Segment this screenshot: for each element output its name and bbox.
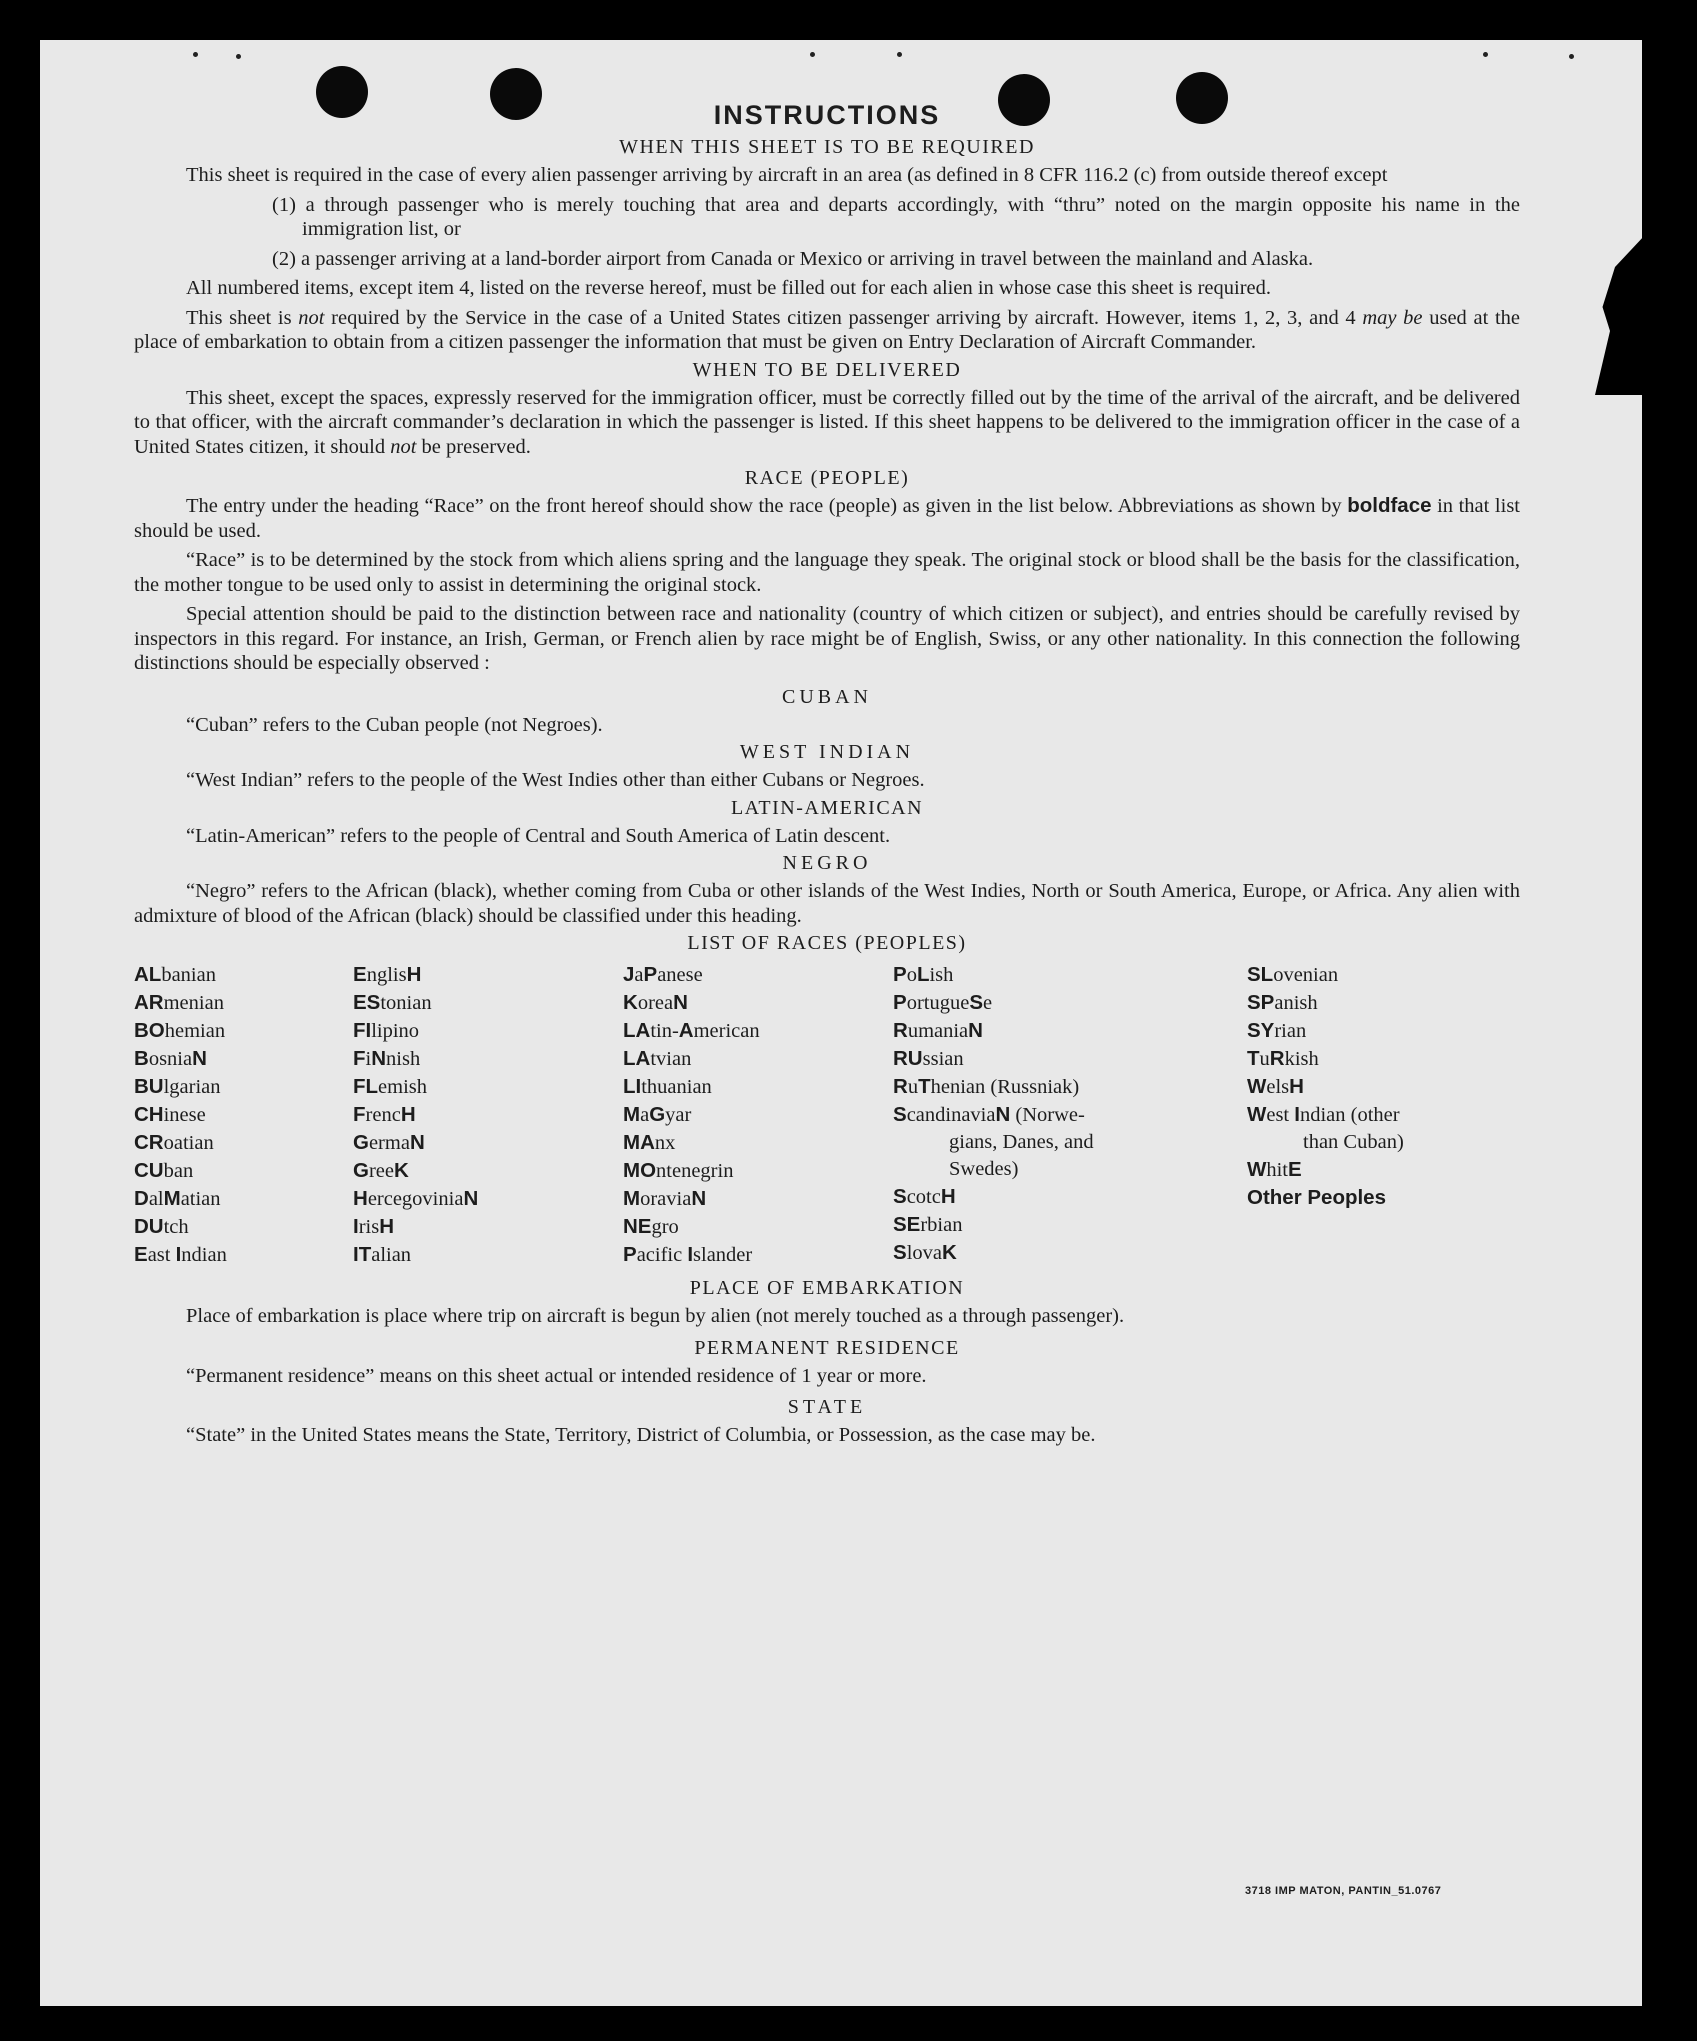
race-entry: BUlgarian xyxy=(134,1075,221,1098)
race-entry: HercegoviniaN xyxy=(353,1187,479,1210)
race-entry: WelsH xyxy=(1247,1075,1304,1098)
race-entry: NEgro xyxy=(623,1215,679,1238)
race-entry: MaGyar xyxy=(623,1103,692,1126)
race-entry: BosniaN xyxy=(134,1047,207,1070)
heading-required: WHEN THIS SHEET IS TO BE REQUIRED xyxy=(619,136,1035,158)
race-entry: than Cuban) xyxy=(1303,1131,1404,1153)
race-entry: ScandinaviaN (Norwe- xyxy=(893,1103,1085,1126)
page-title: INSTRUCTIONS xyxy=(713,100,941,130)
race-entry: SlovaK xyxy=(893,1241,957,1264)
race-entry: EStonian xyxy=(353,991,432,1014)
race-entry: FIlipino xyxy=(353,1019,420,1042)
race-entry: EnglisH xyxy=(353,963,422,986)
race-entry: RumaniaN xyxy=(893,1019,983,1042)
race-entry: GreeK xyxy=(353,1159,409,1182)
paragraph: “Negro” refers to the African (black), whether coming from Cuba or other islands of the West Indies, North or South America, Europe, or Africa. Any alien with admixture of blood of the African (black) should be classified under this heading. xyxy=(134,880,1520,927)
race-entry: SPanish xyxy=(1247,991,1318,1014)
race-entry: LAtin-American xyxy=(623,1019,760,1042)
race-entry: East Indian xyxy=(134,1243,227,1266)
races-column xyxy=(623,961,893,1269)
race-entry: SLovenian xyxy=(1247,963,1339,986)
race-entry: FLemish xyxy=(353,1075,428,1098)
race-entry: RuThenian (Russniak) xyxy=(893,1075,1080,1098)
torn-edge xyxy=(1595,235,1645,395)
race-entry: FrencH xyxy=(353,1103,416,1126)
paragraph: “Cuban” refers to the Cuban people (not Negroes). xyxy=(186,713,603,736)
race-entry: MAnx xyxy=(623,1131,676,1154)
heading-west-indian: WEST INDIAN xyxy=(739,741,915,763)
paragraph: This sheet is required in the case of every alien passenger arriving by aircraft in an area (as defined in 8 CFR 116.2 (c) from outside thereof except xyxy=(186,164,1388,186)
races-list xyxy=(134,961,1520,1269)
heading-embarkation: PLACE OF EMBARKATION xyxy=(689,1277,965,1299)
race-entry: ARmenian xyxy=(134,991,224,1014)
paragraph: This sheet is not required by the Service in the case of a United States citizen passenger arriving by aircraft. However, items 1, 2, 3, and 4 may be used at the place of embarkation to obtain from a citizen passenger the information that must be given on Entry Declaration of Aircraft Commander. xyxy=(134,306,1520,353)
speck xyxy=(236,54,241,59)
paragraph: “Latin-American” refers to the people of Central and South America of Latin descent. xyxy=(186,824,891,847)
paragraph: “Permanent residence” means on this sheet actual or intended residence of 1 year or more. xyxy=(186,1364,927,1387)
paragraph: “Race” is to be determined by the stock from which aliens spring and the language they speak. The original stock or blood shall be the basis for the classification, the mother tongue to be used only to assist in determining the original stock. xyxy=(134,549,1520,596)
paragraph: All numbered items, except item 4, listed on the reverse hereof, must be filled out for each alien in whose case this sheet is required. xyxy=(186,277,1272,299)
race-entry: LAtvian xyxy=(623,1047,692,1070)
races-column xyxy=(353,961,623,1269)
race-entry: Swedes) xyxy=(949,1158,1019,1180)
heading-cuban: CUBAN xyxy=(781,685,872,708)
speck xyxy=(810,52,815,57)
race-entry: Other Peoples xyxy=(1247,1186,1386,1209)
paragraph: Place of embarkation is place where trip on aircraft is begun by alien (not merely touched as a through passenger). xyxy=(186,1305,1125,1327)
list-item: (2) a passenger arriving at a land-border airport from Canada or Mexico or arriving in travel between the mainland and Alaska. xyxy=(272,247,1314,270)
heading-delivered: WHEN TO BE DELIVERED xyxy=(692,358,962,381)
race-entry: CRoatian xyxy=(134,1131,214,1154)
heading-race: RACE (PEOPLE) xyxy=(744,467,910,489)
race-entry: IrisH xyxy=(353,1215,395,1238)
race-entry: ITalian xyxy=(353,1243,412,1266)
instructions-content xyxy=(134,98,1520,1448)
heading-residence: PERMANENT RESIDENCE xyxy=(694,1336,960,1359)
paragraph: “State” in the United States means the State, Territory, District of Columbia, or Possession, as the case may be. xyxy=(186,1424,1096,1446)
race-entry: FiNnish xyxy=(353,1047,421,1070)
race-entry: PoLish xyxy=(893,963,954,986)
race-entry: PortugueSe xyxy=(893,991,993,1014)
race-entry: RUssian xyxy=(893,1047,964,1070)
list-item: (1) a through passenger who is merely touching that area and departs accordingly, with “thru” noted on the margin opposite his name in the immigration list, or xyxy=(272,193,1520,240)
race-entry: DalMatian xyxy=(134,1187,221,1210)
speck xyxy=(1483,52,1488,57)
race-entry: SErbian xyxy=(893,1213,963,1236)
race-entry: Pacific Islander xyxy=(623,1243,753,1266)
heading-latin-american: LATIN-AMERICAN xyxy=(730,796,924,819)
heading-negro: NEGRO xyxy=(782,852,872,874)
race-entry: TuRkish xyxy=(1247,1047,1319,1070)
race-entry: DUtch xyxy=(134,1215,189,1238)
race-entry: ScotcH xyxy=(893,1185,956,1208)
race-entry: CHinese xyxy=(134,1103,206,1126)
race-entry: LIthuanian xyxy=(623,1075,712,1098)
races-column xyxy=(1247,961,1520,1269)
race-entry: KoreaN xyxy=(623,991,688,1014)
paragraph: “West Indian” refers to the people of the West Indies other than either Cubans or Negroes. xyxy=(186,769,925,791)
race-entry: JaPanese xyxy=(623,963,703,986)
race-entry: GermaN xyxy=(353,1131,425,1154)
paragraph: This sheet, except the spaces, expressly reserved for the immigration officer, must be correctly filled out by the time of the arrival of the aircraft, and be delivered to that officer, with the aircraft commander’s declaration in which the passenger is listed. If this sheet happens to be delivered to the immigration officer in the case of a United States citizen, it should not be preserved. xyxy=(134,386,1520,458)
race-entry: SYrian xyxy=(1247,1019,1307,1042)
race-entry: WhitE xyxy=(1247,1158,1302,1181)
speck xyxy=(193,52,198,57)
race-entry: West Indian (other xyxy=(1247,1103,1400,1126)
race-entry: MOntenegrin xyxy=(623,1159,734,1182)
heading-list-of-races: LIST OF RACES (PEOPLES) xyxy=(687,932,967,954)
race-entry: gians, Danes, and xyxy=(949,1131,1094,1153)
speck xyxy=(1569,54,1574,59)
speck xyxy=(897,52,902,57)
races-column xyxy=(134,961,353,1269)
race-entry: BOhemian xyxy=(134,1019,226,1042)
race-entry: MoraviaN xyxy=(623,1187,707,1210)
race-entry: CUban xyxy=(134,1159,194,1182)
races-column xyxy=(893,961,1247,1269)
race-entry: ALbanian xyxy=(134,963,216,986)
printer-imprint: 3718 IMP MATON, PANTIN_51.0767 xyxy=(1245,1885,1442,1897)
paragraph: The entry under the heading “Race” on the front hereof should show the race (people) as given in the list below. Abbreviations as shown by boldface in that list should be used. xyxy=(134,494,1520,542)
heading-state: STATE xyxy=(787,1396,867,1418)
paragraph: Special attention should be paid to the distinction between race and nationality (country of which citizen or subject), and entries should be carefully revised by inspectors in this regard. For instance, an Irish, German, or French alien by race might be of English, Swiss, or any other nationality. In this connection the following distinctions should be especially observed : xyxy=(134,603,1520,674)
